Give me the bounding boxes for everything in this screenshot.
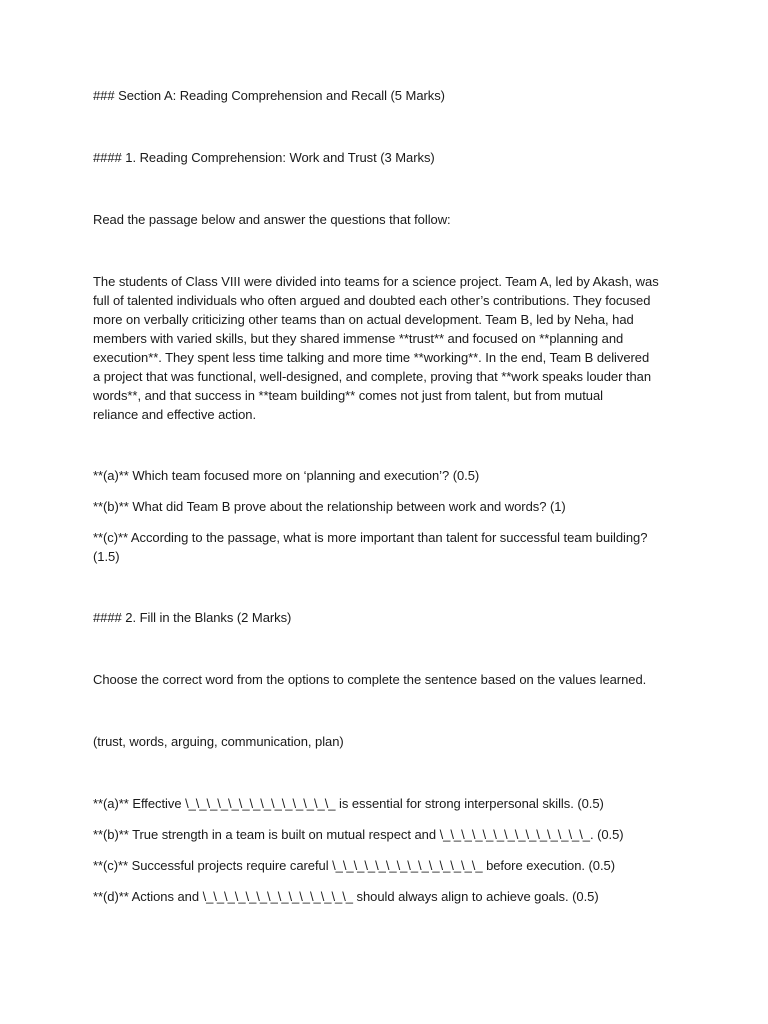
section-a-heading: ### Section A: Reading Comprehension and Recall (5 Marks) <box>93 88 445 103</box>
passage-line: members with varied skills, but they shared immense **trust** and focused on **planning and <box>93 331 624 346</box>
fill-blank-b: **(b)** True strength in a team is built on mutual respect and \_\_\_\_\_\_\_\_\_\_\_\_\_\_. (0.5) <box>93 827 624 842</box>
question-1b: **(b)** What did Team B prove about the relationship between work and words? (1) <box>93 499 566 514</box>
fill-blank-a: **(a)** Effective \_\_\_\_\_\_\_\_\_\_\_\_\_\_ is essential for strong interpersonal skills. (0.5) <box>93 796 604 811</box>
question-1a: **(a)** Which team focused more on ‘planning and execution’? (0.5) <box>93 468 480 483</box>
question-2-instruction: Choose the correct word from the options to complete the sentence based on the values learned. <box>93 672 647 687</box>
passage-line: The students of Class VIII were divided into teams for a science project. Team A, led by Akash, was <box>93 274 659 289</box>
question-1c-line: (1.5) <box>93 549 120 564</box>
word-options: (trust, words, arguing, communication, plan) <box>93 734 344 749</box>
passage-line: words**, and that success in **team building** comes not just from talent, but from mutual <box>93 388 603 403</box>
question-1c-line: **(c)** According to the passage, what is more important than talent for successful team building? <box>93 530 648 545</box>
passage-line: execution**. They spent less time talking and more time **working**. In the end, Team B delivered <box>93 350 650 365</box>
passage-line: reliance and effective action. <box>93 407 257 422</box>
reading-passage <box>93 272 673 424</box>
question-2-heading: #### 2. Fill in the Blanks (2 Marks) <box>93 610 292 625</box>
question-1-instruction: Read the passage below and answer the questions that follow: <box>93 212 451 227</box>
question-1-heading: #### 1. Reading Comprehension: Work and Trust (3 Marks) <box>93 150 435 165</box>
fill-blank-d: **(d)** Actions and \_\_\_\_\_\_\_\_\_\_\_\_\_\_ should always align to achieve goals. (0.5) <box>93 889 599 904</box>
passage-line: full of talented individuals who often argued and doubted each other’s contributions. They focused <box>93 293 651 308</box>
passage-line: a project that was functional, well-designed, and complete, proving that **work speaks louder than <box>93 369 652 384</box>
fill-blank-c: **(c)** Successful projects require careful \_\_\_\_\_\_\_\_\_\_\_\_\_\_ before execution. (0.5) <box>93 858 615 873</box>
passage-line: more on verbally criticizing other teams than on actual development. Team B, led by Neha, had <box>93 312 634 327</box>
question-1c <box>93 528 673 566</box>
